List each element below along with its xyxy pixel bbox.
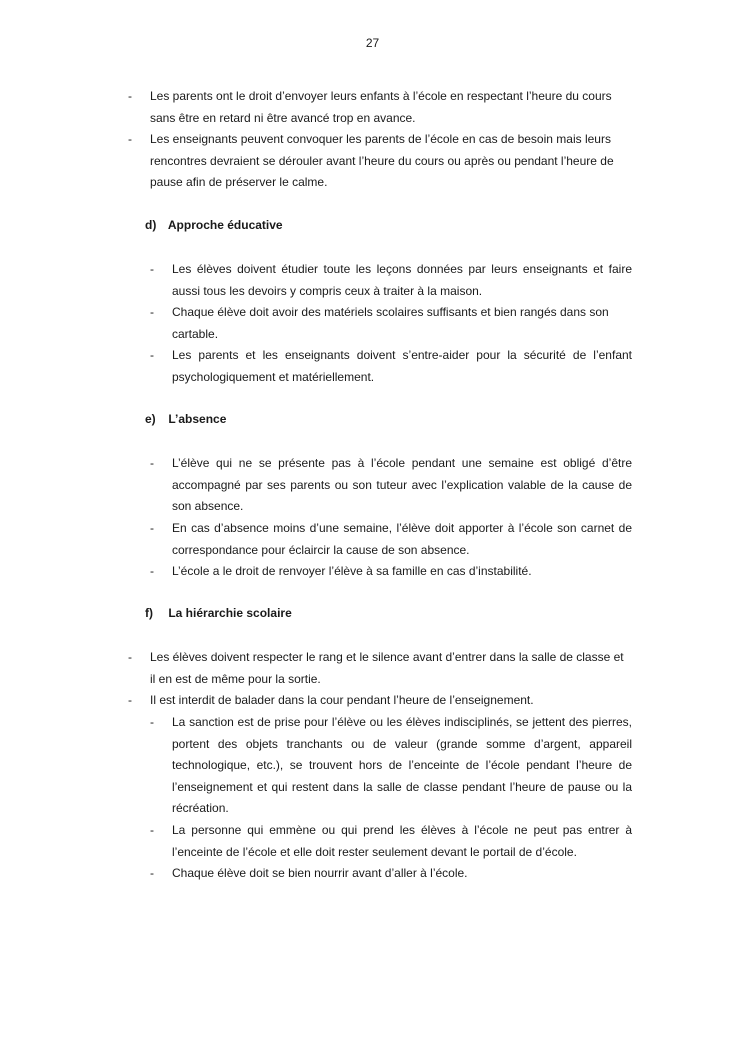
bullet-dash: - [150, 564, 154, 578]
bullet-dash: - [150, 715, 154, 729]
bullet-dash: - [128, 89, 132, 103]
section-label: f) [145, 606, 153, 620]
list-item-text: La personne qui emmène ou qui prend les élèves à l’école ne peut pas entrer à l’enceinte de l’école et elle doit rester seulement devant le portail de d’école. [172, 823, 632, 859]
list-item-text: Les parents et les enseignants doivent s’entre-aider pour la sécurité de l’enfant psychologiquement et matériellement. [172, 348, 632, 384]
list-item-text: Les élèves doivent respecter le rang et le silence avant d’entrer dans la salle de classe et il en est de même pour la sortie. [150, 650, 624, 686]
bullet-dash: - [150, 456, 154, 470]
section-title: La hiérarchie scolaire [168, 606, 292, 620]
list-item-text: L’école a le droit de renvoyer l’élève à sa famille en cas d’instabilité. [172, 564, 532, 578]
section-title: Approche éducative [167, 218, 283, 232]
bullet-dash: - [150, 262, 154, 276]
bullet-dash: - [128, 693, 132, 707]
list-item-text: En cas d’absence moins d’une semaine, l’élève doit apporter à l’école son carnet de correspondance pour éclaircir la cause de son absence. [172, 521, 632, 557]
list-item-text: Il est interdit de balader dans la cour pendant l’heure de l’enseignement. [150, 693, 534, 707]
section-label: e) [145, 412, 156, 426]
bullet-dash: - [150, 823, 154, 837]
bullet-dash: - [150, 521, 154, 535]
list-item-text: La sanction est de prise pour l’élève ou les élèves indisciplinés, se jettent des pierres, portent des objets tranchants ou de valeur (grande somme d’argent, appareil technologique, etc.), se trouvent hors de l’enceinte de l’école pendant l’heure de l’enseignement et qui restent dans la salle de classe pendant l’heure de pause ou la récréation. [172, 715, 632, 816]
page-number: 27 [365, 36, 380, 50]
bullet-dash: - [150, 866, 154, 880]
list-item-text: Les enseignants peuvent convoquer les parents de l’école en cas de besoin mais leurs rencontres devraient se dérouler avant l’heure du cours ou après ou pendant l’heure de pause afin de préserver le calme. [150, 132, 614, 190]
section-heading [145, 605, 292, 621]
section-label: d) [145, 218, 157, 232]
bullet-dash: - [128, 650, 132, 664]
list-item-text: Les élèves doivent étudier toute les leçons données par leurs enseignants et faire aussi tous les devoirs y compris ceux à traiter à la maison. [172, 262, 632, 298]
section-title: L’absence [168, 412, 227, 426]
list-item-text: Les parents ont le droit d’envoyer leurs enfants à l’école en respectant l’heure du cours sans être en retard ni être avancé trop en avance. [150, 89, 612, 125]
list-item-text: Chaque élève doit se bien nourrir avant d’aller à l’école. [172, 866, 468, 880]
section-heading [145, 217, 283, 233]
bullet-dash: - [150, 348, 154, 362]
section-heading [145, 411, 226, 427]
bullet-dash: - [128, 132, 132, 146]
list-item-text: L’élève qui ne se présente pas à l’école pendant une semaine est obligé d’être accompagné par ses parents ou son tuteur avec l’explication valable de la cause de son absence. [172, 456, 632, 514]
bullet-dash: - [150, 305, 154, 319]
list-item-text: Chaque élève doit avoir des matériels scolaires suffisants et bien rangés dans son cartable. [172, 305, 609, 341]
